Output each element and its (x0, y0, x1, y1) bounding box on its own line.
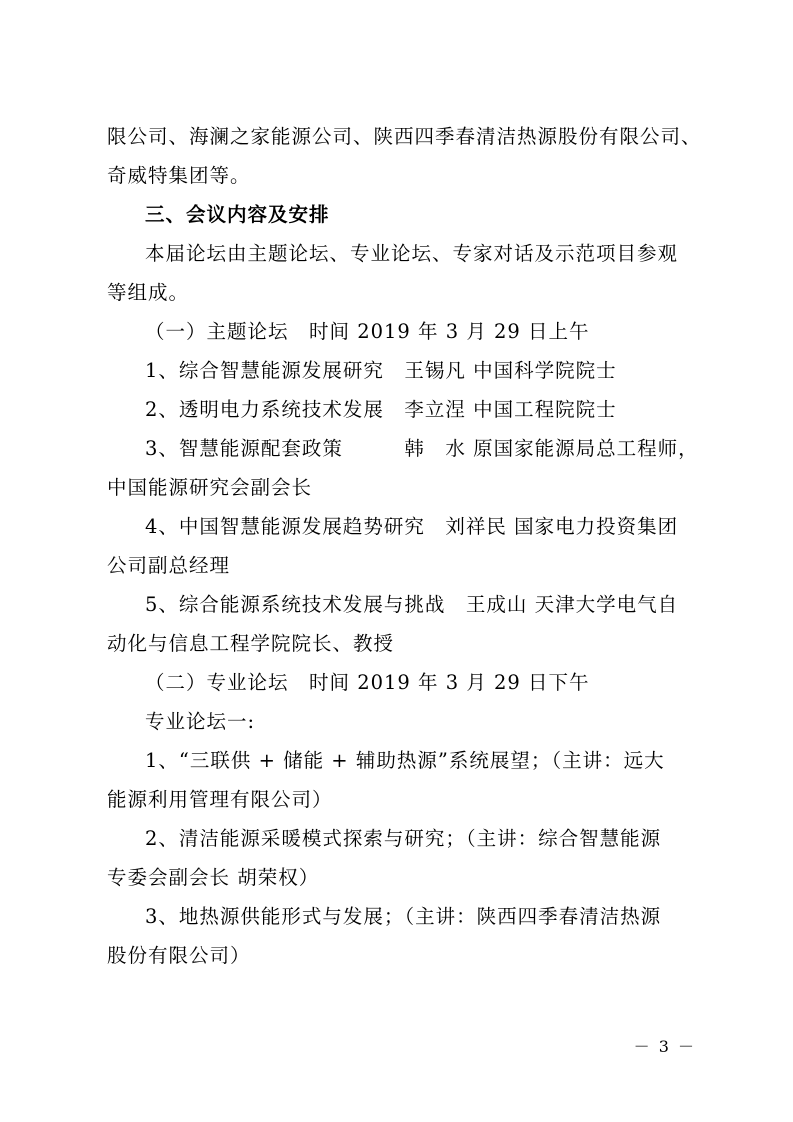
list-item: 2、透明电力系统技术发展 李立涅 中国工程院院士 (145, 398, 617, 421)
paragraph-line: 奇威特集团等。 (107, 164, 251, 187)
list-item-continuation: 公司副总经理 (107, 554, 231, 577)
paragraph-line: 限公司、海澜之家能源公司、陕西四季春清洁热源股份有限公司、 (107, 125, 702, 148)
list-item: 3、地热源供能形式与发展；（主讲：陕西四季春清洁热源 (145, 905, 662, 928)
list-item-continuation: 中国能源研究会副会长 (107, 476, 313, 499)
subsection-heading: （一）主题论坛 时间 2019 年 3 月 29 日上午 (145, 320, 590, 343)
list-item: 3、智慧能源配套政策 韩 水 原国家能源局总工程师， (145, 437, 699, 460)
paragraph-line: 等组成。 (107, 281, 190, 304)
list-item-continuation: 能源利用管理有限公司） (107, 788, 333, 811)
list-item: 4、中国智慧能源发展趋势研究 刘祥民 国家电力投资集团 (145, 515, 679, 538)
page-number: － 3 － (633, 1037, 696, 1056)
list-item-continuation: 动化与信息工程学院院长、教授 (107, 632, 395, 655)
section-heading: 三、会议内容及安排 (145, 203, 330, 226)
subsection-label: 专业论坛一: (145, 710, 256, 733)
subsection-heading: （二）专业论坛 时间 2019 年 3 月 29 日下午 (145, 671, 590, 694)
list-item: 2、清洁能源采暖模式探索与研究；（主讲：综合智慧能源 (145, 827, 662, 850)
list-item: 1、“三联供 + 储能 + 辅助热源”系统展望；（主讲：远大 (145, 749, 665, 772)
list-item: 1、综合智慧能源发展研究 王锡凡 中国科学院院士 (145, 359, 617, 382)
paragraph-line: 本届论坛由主题论坛、专业论坛、专家对话及示范项目参观 (145, 242, 679, 265)
list-item-continuation: 股份有限公司） (107, 944, 251, 967)
list-item-continuation: 专委会副会长 胡荣权） (107, 866, 320, 889)
list-item: 5、综合能源系统技术发展与挑战 王成山 天津大学电气自 (145, 593, 679, 616)
